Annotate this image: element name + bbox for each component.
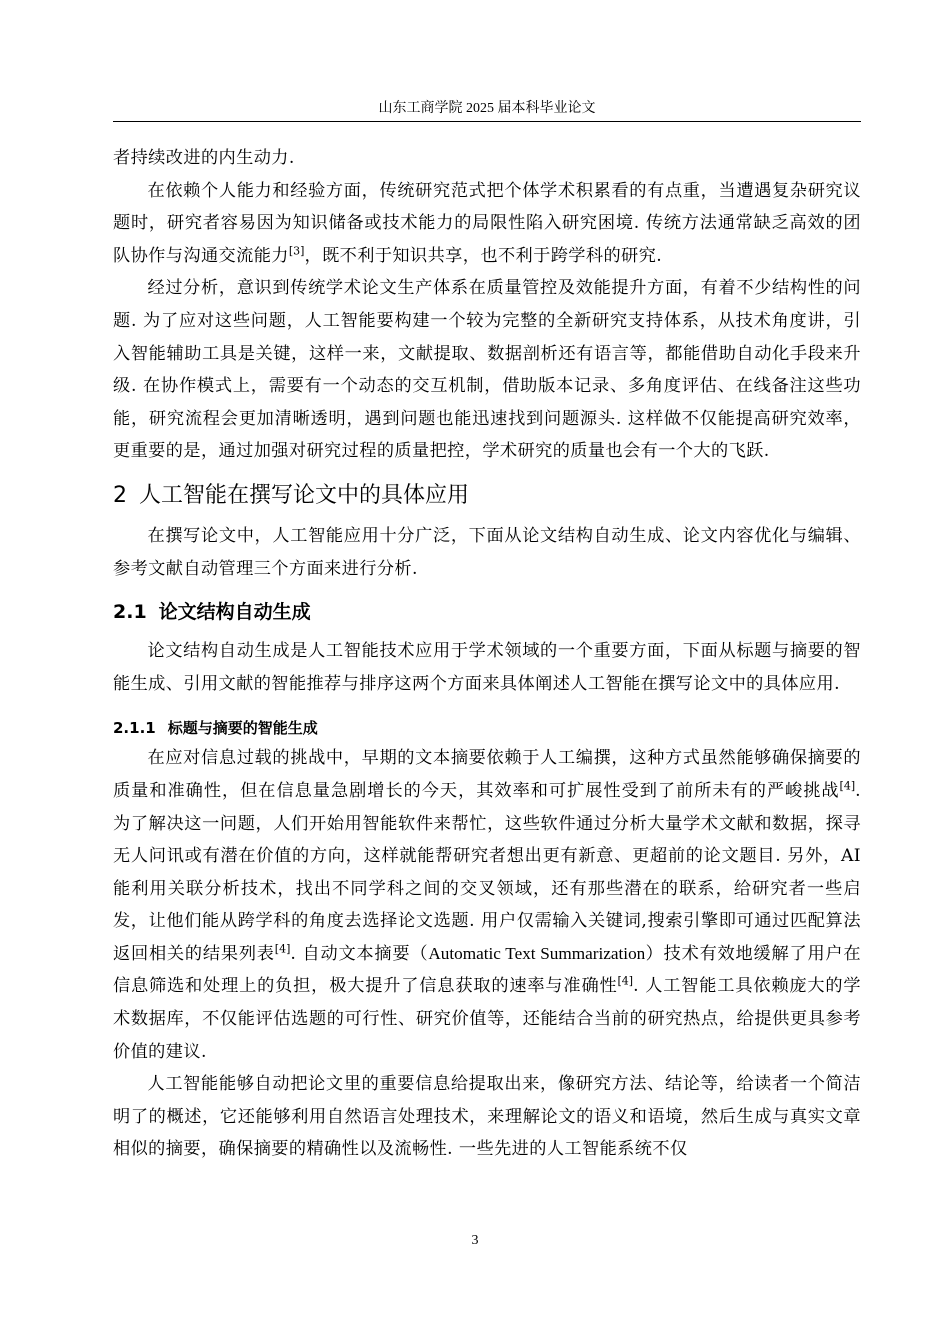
- citation-ref: [4]: [274, 942, 291, 956]
- paragraph: 人工智能能够自动把论文里的重要信息给提取出来，像研究方法、结论等，给读者一个简洁明了的概述，它还能够利用自然语言处理技术，来理解论文的语义和语境，然后生成与真实文章相似的摘要，确保摘要的精确性以及流畅性. 一些先进的人工智能系统不仅: [113, 1074, 861, 1160]
- header-rule: [113, 121, 861, 122]
- section-title: 人工智能在撰写论文中的具体应用: [139, 482, 470, 508]
- subsubsection-title: 标题与摘要的智能生成: [167, 719, 318, 738]
- paragraph-continued: 者持续改进的内生动力.: [113, 148, 295, 168]
- citation-ref: [3]: [288, 244, 305, 258]
- subsection-heading: [113, 595, 861, 629]
- english-term: Automatic Text Summarization: [428, 943, 646, 963]
- section-heading: [113, 478, 861, 514]
- paragraph: 在应对信息过载的挑战中，早期的文本摘要依赖于人工编撰，这种方式虽然能够确保摘要的质量和准确性，但在信息量急剧增长的今天，其效率和可扩展性受到了前所未有的严峻挑战[4]. 为了解决这一问题，人们开始用智能软件来帮忙，这些软件通过分析大量学术文献和数据，探寻无人问讯或有潜在价值的方向，这样就能帮研究者想出更有新意、更超前的论文题目. 另外，AI 能利用关联分析技术，找出不同学科之间的交叉领域，还有那些潜在的联系，给研究者一些启发，让他们能从跨学科的角度去选择论文选题. 用户仅需输入关键词,搜索引擎即可通过匹配算法返回相关的结果列表[4]. 自动文本摘要（Automatic Text Summarization）技术有效地缓解了用户在信息筛选和处理上的负担，极大提升了信息获取的速率与准确性[4]. 人工智能工具依赖庞大的学术数据库，不仅能评估选题的可行性、研究价值等，还能结合当前的研究热点，给提供更具参考价值的建议.: [113, 748, 862, 1062]
- subsubsection-heading: [113, 714, 861, 742]
- paragraph: 经过分析，意识到传统学术论文生产体系在质量管控及效能提升方面，有着不少结构性的问题. 为了应对这些问题，人工智能要构建一个较为完整的全新研究支持体系，从技术角度讲，引入智能辅助工具是关键，这样一来，文献提取、数据剖析还有语言等，都能借助自动化手段来升级. 在协作模式上，需要有一个动态的交互机制，借助版本记录、多角度评估、在线备注这些功能，研究流程会更加清晰透明，遇到问题也能迅速找到问题源头. 这样做不仅能提高研究效率，更重要的是，通过加强对研究过程的质量把控，学术研究的质量也会有一个大的飞跃.: [113, 278, 861, 462]
- running-header: 山东工商学院 2025 届本科毕业论文: [378, 101, 596, 116]
- page-number: 3: [471, 1233, 479, 1248]
- section-number: 2: [113, 482, 127, 508]
- page-body: [113, 142, 861, 1166]
- subsubsection-number: 2.1.1: [113, 719, 156, 738]
- subsection-title: 论文结构自动生成: [158, 601, 311, 624]
- paragraph: 在依赖个人能力和经验方面，传统研究范式把个体学术积累看的有点重，当遭遇复杂研究议题时，研究者容易因为知识储备或技术能力的局限性陷入研究困境. 传统方法通常缺乏高效的团队协作与沟通交流能力[3]，既不利于知识共享，也不利于跨学科的研究.: [113, 180, 861, 266]
- citation-ref: [4]: [617, 974, 634, 988]
- citation-ref: [4]: [839, 779, 856, 793]
- paragraph: 在撰写论文中，人工智能应用十分广泛，下面从论文结构自动生成、论文内容优化与编辑、参考文献自动管理三个方面来进行分析.: [113, 525, 861, 579]
- subsection-number: 2.1: [113, 601, 147, 624]
- paragraph: 论文结构自动生成是人工智能技术应用于学术领域的一个重要方面，下面从标题与摘要的智能生成、引用文献的智能推荐与排序这两个方面来具体阐述人工智能在撰写论文中的具体应用.: [113, 641, 861, 694]
